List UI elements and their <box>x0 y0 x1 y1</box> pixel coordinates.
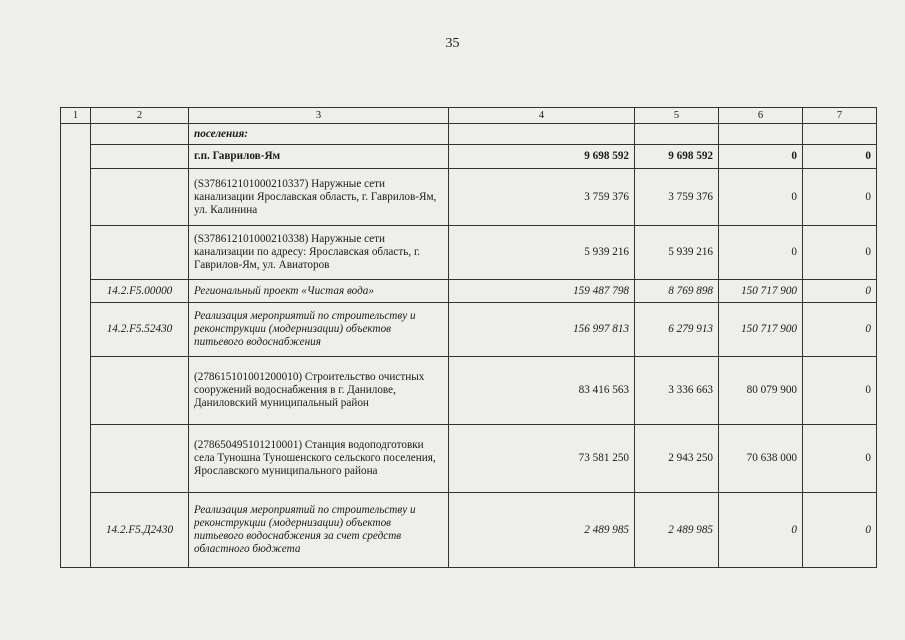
value-cell-4: 5 939 216 <box>449 226 635 280</box>
header-cell-5: 5 <box>635 108 719 124</box>
name-cell: Реализация мероприятий по строительству и реконструкции (модернизации) объектов питьевого водоснабжения <box>189 303 449 357</box>
value-cell-6: 80 079 900 <box>719 357 803 425</box>
header-cell-1: 1 <box>61 108 91 124</box>
code-cell <box>91 169 189 226</box>
value-cell-7: 0 <box>803 226 877 280</box>
name-cell: Региональный проект «Чистая вода» <box>189 280 449 303</box>
value-cell-4: 156 997 813 <box>449 303 635 357</box>
code-cell <box>91 226 189 280</box>
value-cell-7: 0 <box>803 169 877 226</box>
header-row <box>61 108 877 124</box>
value-cell-5: 6 279 913 <box>635 303 719 357</box>
value-cell-6: 70 638 000 <box>719 425 803 493</box>
code-cell: 14.2.F5.52430 <box>91 303 189 357</box>
table-row <box>61 145 877 169</box>
row-number-cell <box>61 124 91 568</box>
code-cell <box>91 425 189 493</box>
value-cell-5: 5 939 216 <box>635 226 719 280</box>
value-cell-6: 150 717 900 <box>719 280 803 303</box>
code-cell <box>91 145 189 169</box>
value-cell-6: 150 717 900 <box>719 303 803 357</box>
value-cell-6 <box>719 124 803 145</box>
value-cell-7: 0 <box>803 357 877 425</box>
value-cell-6: 0 <box>719 145 803 169</box>
code-cell <box>91 357 189 425</box>
table-row <box>61 169 877 226</box>
code-cell <box>91 124 189 145</box>
name-cell: (S378612101000210338) Наружные сети канализации по адресу: Ярославская область, г. Гаврилов-Ям, ул. Авиаторов <box>189 226 449 280</box>
value-cell-4: 3 759 376 <box>449 169 635 226</box>
name-cell: (278650495101210001) Станция водоподготовки села Туношна Туношенского сельского поселения, Ярославского муниципального района <box>189 425 449 493</box>
value-cell-5: 3 336 663 <box>635 357 719 425</box>
value-cell-6: 0 <box>719 493 803 568</box>
value-cell-4: 9 698 592 <box>449 145 635 169</box>
value-cell-5: 8 769 898 <box>635 280 719 303</box>
header-cell-4: 4 <box>449 108 635 124</box>
name-cell: (278615101001200010) Строительство очистных сооружений водоснабжения в г. Данилове, Даниловский муниципальный район <box>189 357 449 425</box>
table-row <box>61 493 877 568</box>
table-row <box>61 280 877 303</box>
header-cell-2: 2 <box>91 108 189 124</box>
name-cell: поселения: <box>189 124 449 145</box>
value-cell-7: 0 <box>803 493 877 568</box>
budget-table <box>60 107 877 568</box>
value-cell-5: 2 943 250 <box>635 425 719 493</box>
page-number: 35 <box>445 36 460 51</box>
value-cell-5: 2 489 985 <box>635 493 719 568</box>
value-cell-5: 3 759 376 <box>635 169 719 226</box>
table-row <box>61 124 877 145</box>
header-cell-6: 6 <box>719 108 803 124</box>
code-cell: 14.2.F5.00000 <box>91 280 189 303</box>
name-cell: (S378612101000210337) Наружные сети канализации Ярославская область, г. Гаврилов-Ям, ул. Калинина <box>189 169 449 226</box>
value-cell-4: 83 416 563 <box>449 357 635 425</box>
value-cell-4: 73 581 250 <box>449 425 635 493</box>
value-cell-7: 0 <box>803 280 877 303</box>
header-cell-7: 7 <box>803 108 877 124</box>
table-row <box>61 425 877 493</box>
table-row <box>61 357 877 425</box>
value-cell-4: 2 489 985 <box>449 493 635 568</box>
table-row <box>61 226 877 280</box>
name-cell: Реализация мероприятий по строительству и реконструкции (модернизации) объектов питьевого водоснабжения за счет средств областного бюджета <box>189 493 449 568</box>
value-cell-4: 159 487 798 <box>449 280 635 303</box>
value-cell-6: 0 <box>719 169 803 226</box>
header-cell-3: 3 <box>189 108 449 124</box>
value-cell-7 <box>803 124 877 145</box>
value-cell-7: 0 <box>803 145 877 169</box>
value-cell-5 <box>635 124 719 145</box>
value-cell-5: 9 698 592 <box>635 145 719 169</box>
value-cell-7: 0 <box>803 303 877 357</box>
value-cell-7: 0 <box>803 425 877 493</box>
name-cell: г.п. Гаврилов-Ям <box>189 145 449 169</box>
code-cell: 14.2.F5.Д2430 <box>91 493 189 568</box>
table-row <box>61 303 877 357</box>
value-cell-4 <box>449 124 635 145</box>
value-cell-6: 0 <box>719 226 803 280</box>
